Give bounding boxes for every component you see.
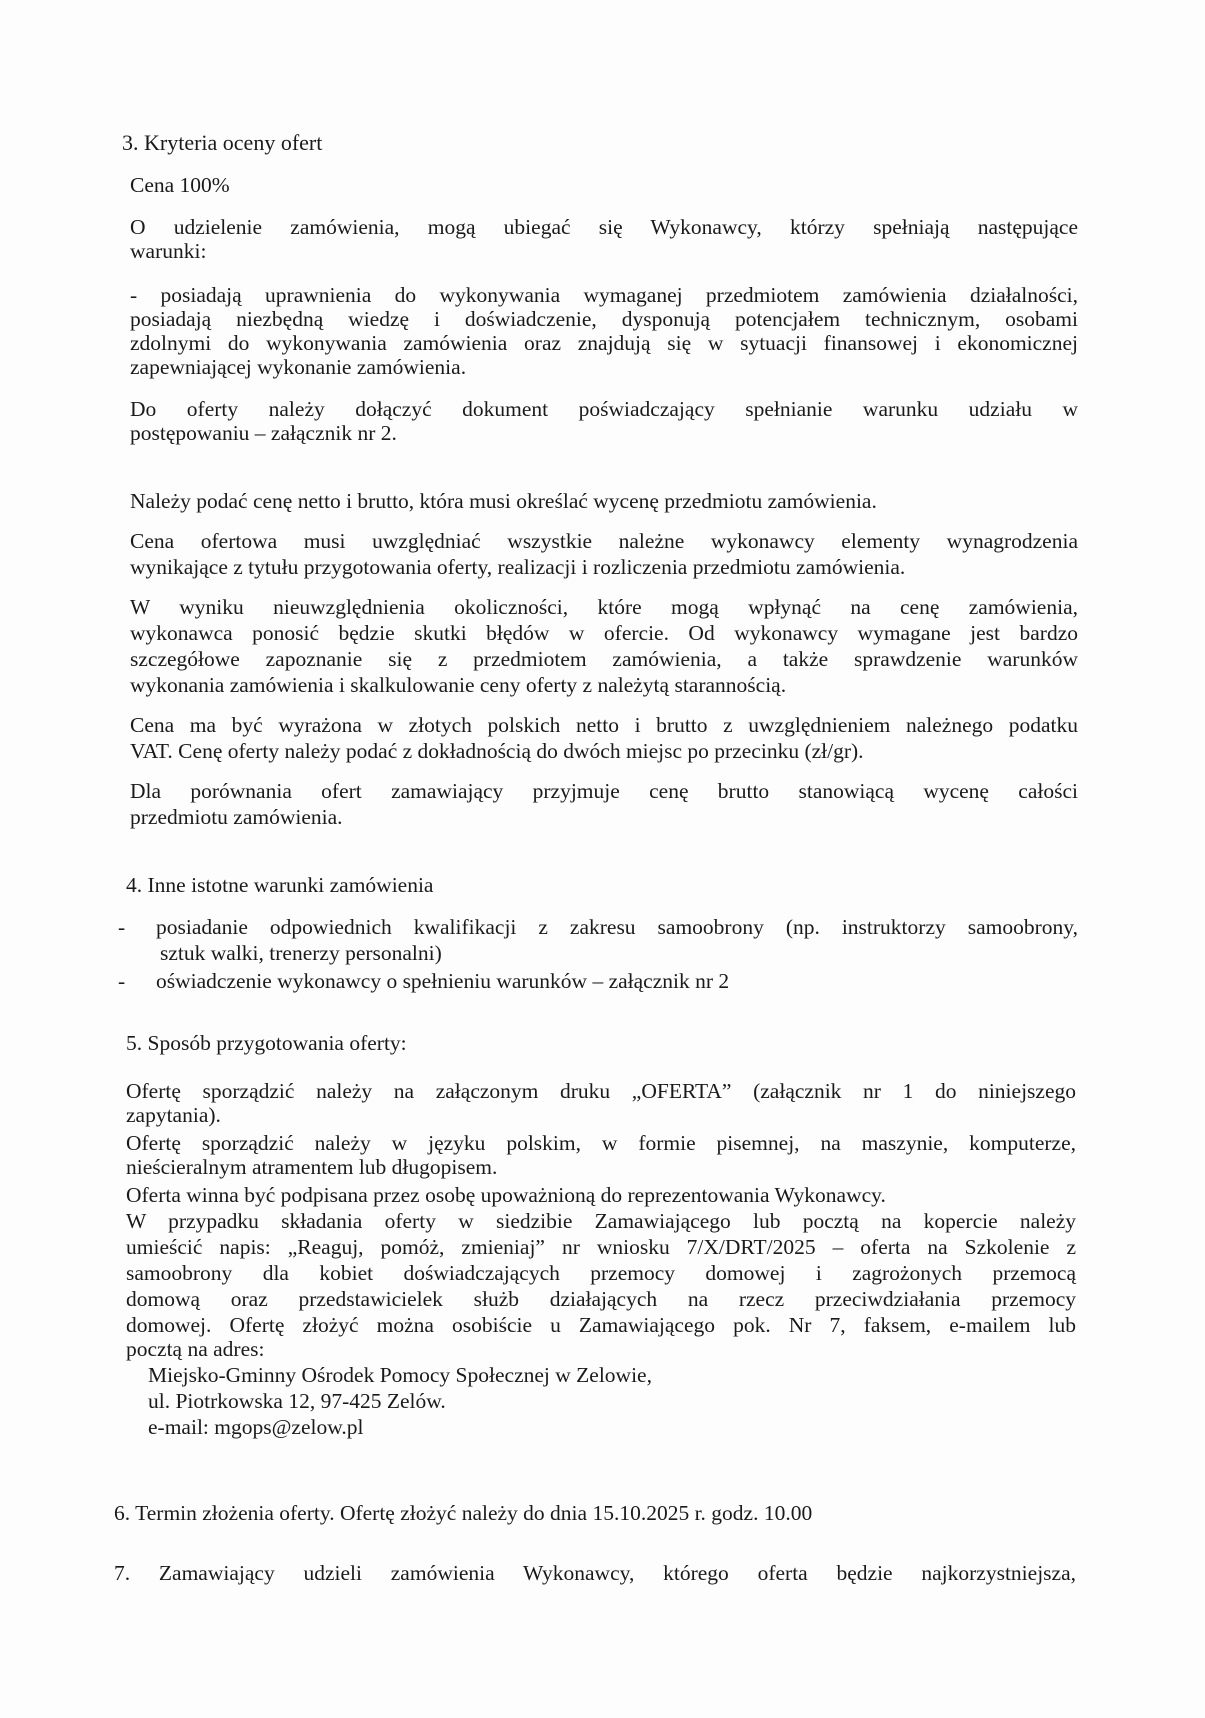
- section-4-heading: 4. Inne istotne warunki zamówienia: [126, 873, 434, 897]
- offer-prep-line: samoobrony dla kobiet doświadczających przemocy domowej i zagrożonych przemocą: [126, 1261, 1076, 1285]
- intro-line: warunki:: [130, 239, 207, 263]
- offer-prep-line: Ofertę sporządzić należy w języku polskim, w formie pisemnej, na maszynie, komputerze,: [126, 1131, 1076, 1155]
- conditions-line: - posiadają uprawnienia do wykonywania wymaganej przedmiotem zamówienia działalności,: [130, 283, 1078, 307]
- price-weight: Cena 100%: [130, 173, 230, 197]
- currency-line: VAT. Cenę oferty należy podać z dokładnością do dwóch miejsc po przecinku (zł/gr).: [130, 739, 864, 763]
- address-email: e-mail: mgops@zelow.pl: [148, 1415, 364, 1439]
- section-6-deadline: 6. Termin złożenia oferty. Ofertę złożyć należy do dnia 15.10.2025 r. godz. 10.00: [114, 1501, 813, 1525]
- result-line: W wyniku nieuwzględnienia okoliczności, które mogą wpłynąć na cenę zamówienia,: [130, 595, 1078, 619]
- address-street: ul. Piotrkowska 12, 97-425 Zelów.: [148, 1389, 446, 1413]
- result-line: wykonania zamówienia i skalkulowanie ceny oferty z należytą starannością.: [130, 673, 787, 697]
- bullet-dash: -: [118, 915, 126, 939]
- offer-prep-line: Oferta winna być podpisana przez osobę upoważnioną do reprezentowania Wykonawcy.: [126, 1183, 886, 1207]
- compare-line: przedmiotu zamówienia.: [130, 805, 343, 829]
- offer-prep-line: nieścieralnym atramentem lub długopisem.: [126, 1155, 498, 1179]
- offer-price-line: wynikające z tytułu przygotowania oferty, realizacji i rozliczenia przedmiotu zamówienia.: [130, 555, 906, 579]
- offer-prep-line: domowej. Ofertę złożyć można osobiście u Zamawiającego pok. Nr 7, faksem, e-mailem lub: [126, 1313, 1076, 1337]
- conditions-line: posiadają niezbędną wiedzę i doświadczenie, dysponują potencjałem technicznym, osobami: [130, 307, 1078, 331]
- requirement-item: sztuk walki, trenerzy personalni): [160, 941, 442, 965]
- section-7-award: 7. Zamawiający udzieli zamówienia Wykonawcy, którego oferta będzie najkorzystniejsza,: [114, 1561, 1076, 1585]
- attachment-line: postępowaniu – załącznik nr 2.: [130, 421, 397, 445]
- conditions-line: zdolnymi do wykonywania zamówienia oraz znajdują się w sytuacji finansowej i ekonomicznej: [130, 331, 1078, 355]
- requirement-item: posiadanie odpowiednich kwalifikacji z zakresu samoobrony (np. instruktorzy samoobrony,: [156, 915, 1078, 939]
- result-line: wykonawca ponosić będzie skutki błędów w ofercie. Od wykonawcy wymagane jest bardzo: [130, 621, 1078, 645]
- address-name: Miejsko-Gminny Ośrodek Pomocy Społecznej w Zelowie,: [148, 1363, 652, 1387]
- conditions-line: zapewniającej wykonanie zamówienia.: [130, 355, 467, 379]
- section-3-heading: 3. Kryteria oceny ofert: [122, 130, 323, 155]
- currency-line: Cena ma być wyrażona w złotych polskich netto i brutto z uwzględnieniem należnego podatku: [130, 713, 1078, 737]
- offer-price-line: Cena ofertowa musi uwzględniać wszystkie należne wykonawcy elementy wynagrodzenia: [130, 529, 1078, 553]
- offer-prep-line: W przypadku składania oferty w siedzibie Zamawiającego lub pocztą na kopercie należy: [126, 1209, 1076, 1233]
- offer-prep-line: umieścić napis: „Reaguj, pomóż, zmieniaj” nr wniosku 7/X/DRT/2025 – oferta na Szkolenie z: [126, 1235, 1076, 1259]
- result-line: szczegółowe zapoznanie się z przedmiotem zamówienia, a także sprawdzenie warunków: [130, 647, 1078, 671]
- section-5-heading: 5. Sposób przygotowania oferty:: [126, 1031, 407, 1055]
- offer-prep-line: Ofertę sporządzić należy na załączonym druku „OFERTA” (załącznik nr 1 do niniejszego: [126, 1079, 1076, 1103]
- price-line: Należy podać cenę netto i brutto, która musi określać wycenę przedmiotu zamówienia.: [130, 489, 877, 513]
- requirement-item: oświadczenie wykonawcy o spełnieniu warunków – załącznik nr 2: [156, 969, 730, 993]
- compare-line: Dla porównania ofert zamawiający przyjmuje cenę brutto stanowiącą wycenę całości: [130, 779, 1078, 803]
- offer-prep-line: pocztą na adres:: [126, 1337, 265, 1361]
- attachment-line: Do oferty należy dołączyć dokument poświadczający spełnianie warunku udziału w: [130, 397, 1078, 421]
- offer-prep-line: domową oraz przedstawicielek służb działających na rzecz przeciwdziałania przemocy: [126, 1287, 1076, 1311]
- intro-line: O udzielenie zamówienia, mogą ubiegać się Wykonawcy, którzy spełniają następujące: [130, 215, 1078, 239]
- offer-prep-line: zapytania).: [126, 1103, 221, 1127]
- bullet-dash: -: [118, 969, 126, 993]
